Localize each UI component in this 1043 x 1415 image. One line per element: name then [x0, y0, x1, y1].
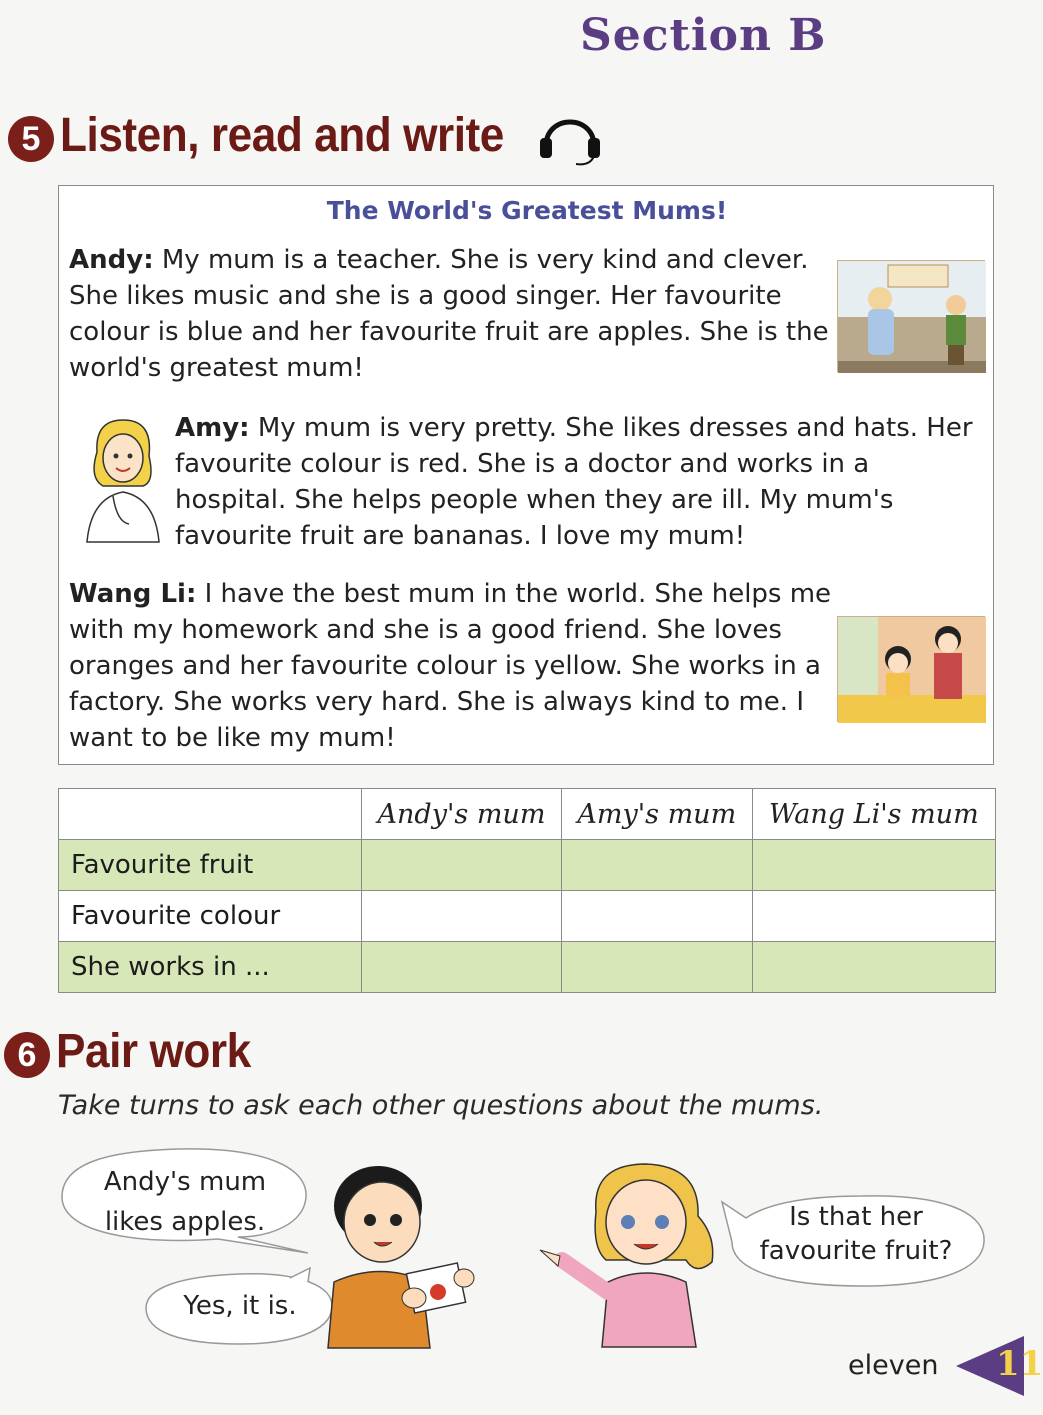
answer-cell[interactable] — [561, 942, 752, 993]
bubble-line: favourite fruit? — [759, 1236, 953, 1266]
amy-paragraph — [175, 410, 987, 554]
exercise-6-title: Pair work — [56, 1025, 251, 1078]
answer-cell[interactable] — [362, 840, 562, 891]
answer-cell[interactable] — [752, 942, 995, 993]
answer-cell[interactable] — [752, 840, 995, 891]
andy-text: My mum is a teacher. She is very kind and clever. She likes music and she is a good singer. Her favourite colour is blue and her favourite fruit are apples. She is the world's greatest mum! — [69, 245, 829, 383]
wangli-paragraph — [69, 576, 837, 756]
headphones-icon — [536, 106, 604, 168]
andy-mum-picture — [837, 260, 985, 372]
exercise-6-instruction: Take turns to ask each other questions about the mums. — [58, 1090, 824, 1121]
table-header-row — [59, 789, 996, 840]
bubble-girl-text — [746, 1200, 966, 1268]
amy-speaker: Amy: — [175, 413, 250, 443]
girl-illustration — [536, 1152, 732, 1347]
boy-illustration — [318, 1158, 488, 1348]
answer-cell[interactable] — [362, 891, 562, 942]
table-header-empty — [59, 789, 362, 840]
answer-cell[interactable] — [561, 840, 752, 891]
table-row — [59, 840, 996, 891]
mums-table — [58, 788, 996, 993]
page-number: 11 — [996, 1344, 1043, 1384]
page-word: eleven — [848, 1350, 939, 1381]
row-label-works: She works in ... — [59, 942, 362, 993]
section-title: Section B — [580, 10, 827, 61]
table-header-wangli: Wang Li's mum — [752, 789, 995, 840]
amy-text: My mum is very pretty. She likes dresses and hats. Her favourite colour is red. She is a doctor and works in a hospital. She helps people when they are ill. My mum's favourite fruit are bananas. I love my mum! — [175, 413, 973, 551]
andy-speaker: Andy: — [69, 245, 154, 275]
exercise-6-number: 6 — [4, 1032, 50, 1078]
wangli-text: I have the best mum in the world. She helps me with my homework and she is a good friend. She loves oranges and her favourite colour is yellow. She works in a factory. She works very hard. She is always kind to me. I want to be like my mum! — [69, 579, 832, 753]
answer-cell[interactable] — [752, 891, 995, 942]
bubble-line: likes apples. — [104, 1207, 266, 1237]
reading-passage-box — [58, 185, 994, 765]
table-header-andy: Andy's mum — [362, 789, 562, 840]
amy-mum-picture — [77, 412, 167, 544]
answer-cell[interactable] — [362, 942, 562, 993]
exercise-5-title: Listen, read and write — [60, 109, 504, 162]
table-row — [59, 891, 996, 942]
bubble-line: Is that her — [789, 1202, 923, 1232]
row-label-colour: Favourite colour — [59, 891, 362, 942]
story-title: The World's Greatest Mums! — [326, 196, 728, 225]
table-header-amy: Amy's mum — [561, 789, 752, 840]
bubble-boy-2-text: Yes, it is. — [183, 1291, 297, 1321]
exercise-5-number: 5 — [8, 116, 54, 162]
andy-paragraph — [69, 242, 829, 386]
table-row — [59, 942, 996, 993]
bubble-line: Andy's mum — [103, 1167, 267, 1197]
wangli-mum-picture — [837, 616, 985, 722]
row-label-fruit: Favourite fruit — [59, 840, 362, 891]
bubble-boy-1-text — [70, 1162, 300, 1242]
wangli-speaker: Wang Li: — [69, 579, 197, 609]
answer-cell[interactable] — [561, 891, 752, 942]
